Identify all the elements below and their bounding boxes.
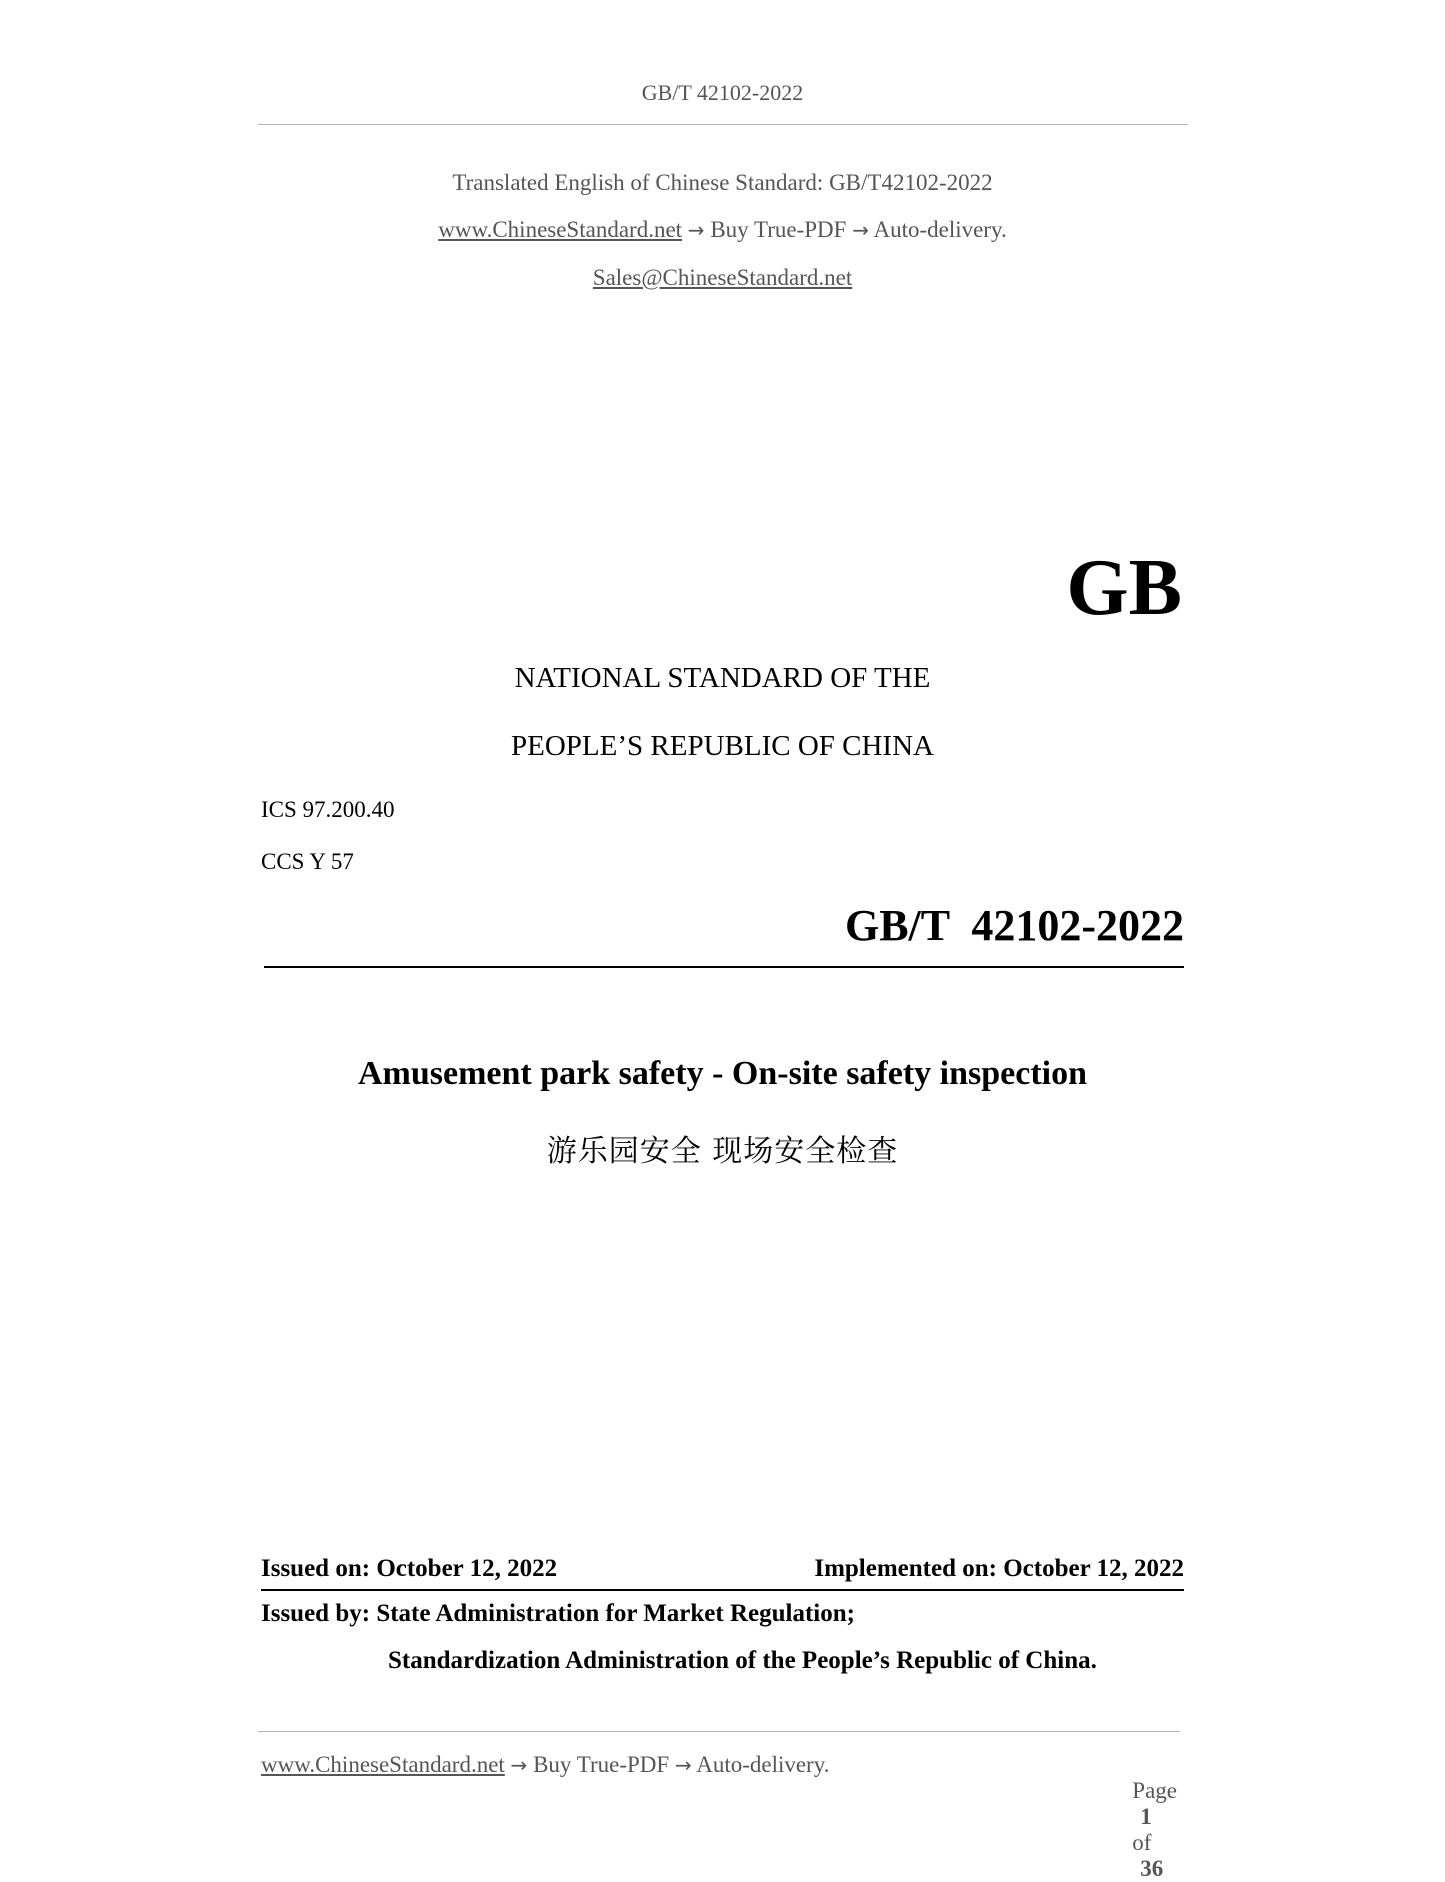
auto-delivery-text: Auto-delivery. bbox=[873, 217, 1007, 242]
of-label: of bbox=[1132, 1830, 1152, 1855]
chinese-title: 游乐园安全 现场安全检查 bbox=[546, 1134, 899, 1169]
ccs-code: CCS Y 57 bbox=[261, 849, 354, 874]
implemented-on: Implemented on: October 12, 2022 bbox=[814, 1555, 1184, 1582]
gb-mark: GB bbox=[1066, 544, 1182, 632]
footer-buy-true-pdf-text: Buy True-PDF bbox=[533, 1752, 670, 1777]
arrow-right-icon: → bbox=[510, 1753, 528, 1777]
header-doc-code: GB/T 42102-2022 bbox=[641, 80, 804, 105]
national-standard-line-2: PEOPLE’S REPUBLIC OF CHINA bbox=[511, 730, 934, 762]
email-line bbox=[0, 265, 1445, 291]
footer-divider bbox=[258, 1731, 1180, 1732]
sales-email-link[interactable]: Sales@ChineseStandard.net bbox=[592, 265, 853, 290]
footer-purchase-line bbox=[261, 1752, 829, 1778]
running-header bbox=[0, 80, 1445, 106]
english-title: Amusement park safety - On-site safety inspection bbox=[357, 1055, 1088, 1092]
issued-by-second-line: Standardization Administration of the People’s Republic of China. bbox=[388, 1647, 1097, 1674]
national-standard-line-1: NATIONAL STANDARD OF THE bbox=[514, 662, 931, 694]
buy-true-pdf-text: Buy True-PDF bbox=[710, 217, 847, 242]
translation-notice-line: Translated English of Chinese Standard: GB/T42102-2022 bbox=[452, 170, 993, 195]
header-divider bbox=[258, 124, 1188, 125]
page-number: 1 bbox=[1140, 1804, 1152, 1829]
page-total: 36 bbox=[1140, 1856, 1164, 1881]
site-link[interactable]: www.ChineseStandard.net bbox=[438, 217, 683, 242]
standard-number-rule bbox=[264, 966, 1184, 968]
arrow-right-icon: → bbox=[687, 218, 705, 242]
footer-site-link[interactable]: www.ChineseStandard.net bbox=[261, 1752, 505, 1777]
page-label: Page bbox=[1132, 1778, 1177, 1803]
arrow-right-icon: → bbox=[674, 1753, 692, 1777]
issued-by: Issued by: State Administration for Market Regulation; bbox=[261, 1600, 855, 1627]
arrow-right-icon: → bbox=[852, 218, 869, 242]
standard-number: GB/T 42102-2022 bbox=[844, 901, 1184, 950]
purchase-line bbox=[0, 217, 1445, 243]
page-indicator bbox=[1121, 1752, 1177, 1882]
footer-auto-delivery-text: Auto-delivery. bbox=[696, 1752, 830, 1777]
issued-on: Issued on: October 12, 2022 bbox=[261, 1555, 558, 1582]
ics-code: ICS 97.200.40 bbox=[261, 797, 395, 822]
dates-rule bbox=[261, 1589, 1184, 1591]
